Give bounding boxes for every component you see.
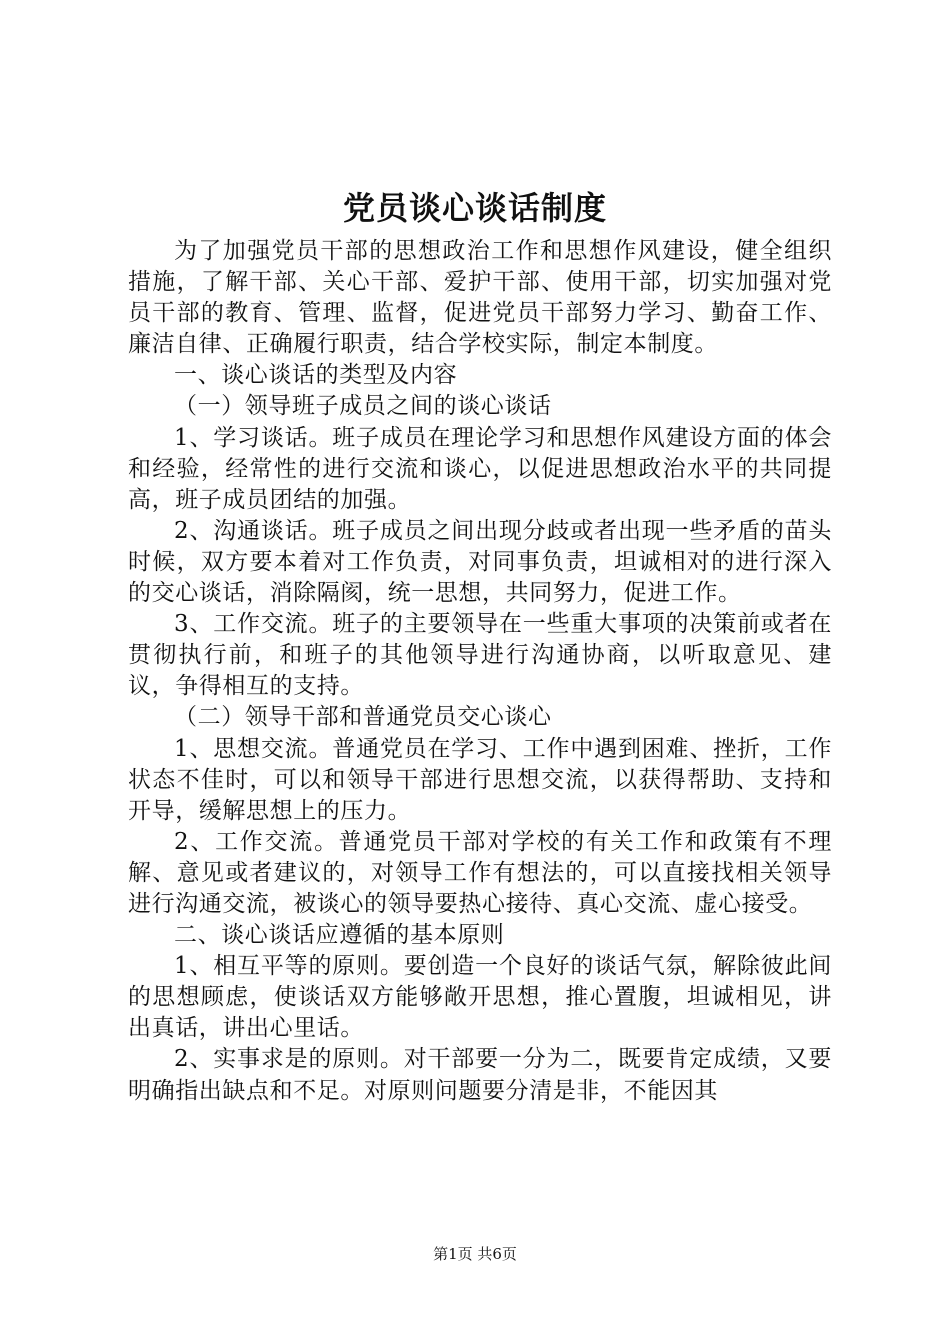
paragraph-communication-talk: 2、沟通谈话。班子成员之间出现分歧或者出现一些矛盾的苗头时候，双方要本着对工作负责，对同事负责，坦诚相对的进行深入的交心谈话，消除隔阂，统一思想，共同努力，促进工作。 — [128, 517, 832, 607]
document-body — [128, 236, 832, 1107]
paragraph-work-exchange-2: 2、工作交流。普通党员干部对学校的有关工作和政策有不理解、意见或者建议的，对领导工作有想法的，可以直接找相关领导进行沟通交流，被谈心的领导要热心接待、真心交流、虚心接受。 — [128, 828, 832, 917]
page-title: 党员谈心谈话制度 — [342, 189, 607, 227]
paragraph-thought-exchange: 1、思想交流。普通党员在学习、工作中遇到困难、挫折，工作状态不佳时，可以和领导干部进行思想交流，以获得帮助、支持和开导，缓解思想上的压力。 — [128, 735, 832, 824]
subsection-heading-1: （一）领导班子成员之间的谈心谈话 — [174, 393, 552, 420]
section-heading-1: 一、谈心谈话的类型及内容 — [174, 362, 458, 389]
subsection-heading-2: （二）领导干部和普通党员交心谈心 — [174, 704, 552, 731]
paragraph-fact-principle: 2、实事求是的原则。对干部要一分为二，既要肯定成绩，又要明确指出缺点和不足。对原则问题要分清是非，不能因其 — [128, 1046, 832, 1104]
paragraph-study-talk: 1、学习谈话。班子成员在理论学习和思想作风建设方面的体会和经验，经常性的进行交流和谈心，以促进思想政治水平的共同提高，班子成员团结的加强。 — [128, 424, 832, 513]
paragraph-intro: 为了加强党员干部的思想政治工作和思想作风建设，健全组织措施，了解干部、关心干部、爱护干部、使用干部，切实加强对党员干部的教育、管理、监督，促进党员干部努力学习、勤奋工作、廉洁自律、正确履行职责，结合学校实际，制定本制度。 — [128, 238, 832, 358]
paragraph-equality-principle: 1、相互平等的原则。要创造一个良好的谈话气氛，解除彼此间的思想顾虑，使谈话双方能够敞开思想，推心置腹，坦诚相见，讲出真话，讲出心里话。 — [128, 953, 832, 1042]
paragraph-work-exchange: 3、工作交流。班子的主要领导在一些重大事项的决策前或者在贯彻执行前，和班子的其他领导进行沟通协商，以听取意见、建议，争得相互的支持。 — [128, 611, 832, 700]
section-heading-2: 二、谈心谈话应遵循的基本原则 — [174, 922, 505, 949]
page-footer: 第1页 共6页 — [433, 1245, 517, 1263]
